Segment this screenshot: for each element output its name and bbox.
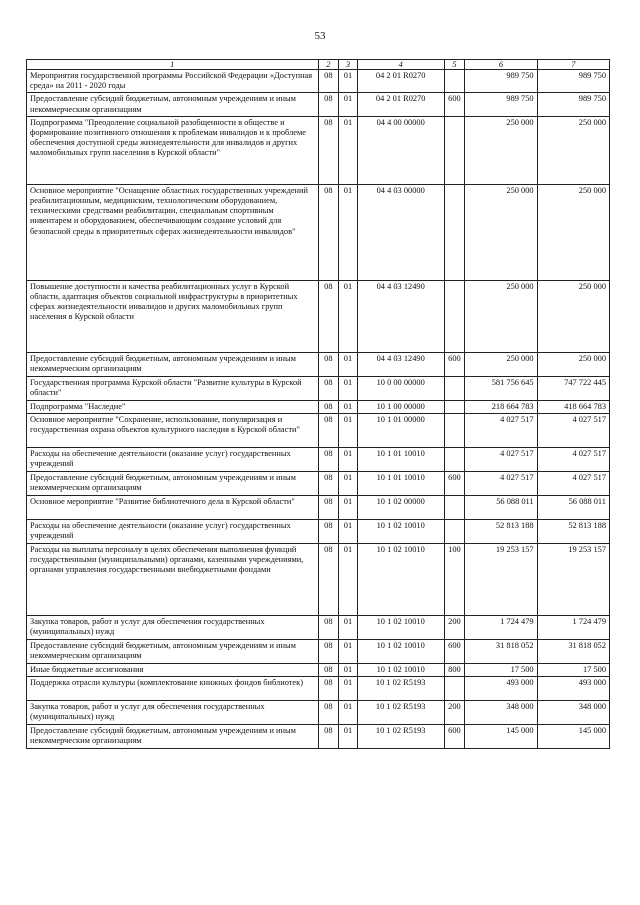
expense-type-code bbox=[444, 400, 465, 413]
item-name: Государственная программа Курской области "Развитие культуры в Курской области" bbox=[27, 376, 319, 400]
amount-year-1: 348 000 bbox=[465, 701, 537, 725]
subsection-code: 01 bbox=[339, 677, 358, 701]
target-article-code: 10 0 00 00000 bbox=[357, 376, 444, 400]
amount-year-2: 250 000 bbox=[537, 116, 609, 184]
item-name: Повышение доступности и качества реабилитационных услуг в Курской области, адаптация объектов социальной инфраструктуры в приоритетных сферах жизнедеятельности инвалидов и других маломобильных групп населения в Курской области bbox=[27, 280, 319, 352]
target-article-code: 10 1 01 00000 bbox=[357, 414, 444, 448]
column-number: 4 bbox=[357, 60, 444, 70]
target-article-code: 10 1 00 00000 bbox=[357, 400, 444, 413]
amount-year-1: 250 000 bbox=[465, 280, 537, 352]
expense-type-code: 100 bbox=[444, 544, 465, 616]
target-article-code: 04 4 00 00000 bbox=[357, 116, 444, 184]
target-article-code: 04 4 03 12490 bbox=[357, 280, 444, 352]
column-number: 3 bbox=[339, 60, 358, 70]
target-article-code: 10 1 02 R5193 bbox=[357, 725, 444, 749]
expense-type-code: 200 bbox=[444, 616, 465, 640]
table-row bbox=[27, 664, 610, 677]
amount-year-2: 56 088 011 bbox=[537, 496, 609, 520]
table-row bbox=[27, 640, 610, 664]
subsection-code: 01 bbox=[339, 472, 358, 496]
amount-year-1: 145 000 bbox=[465, 725, 537, 749]
item-name: Предоставление субсидий бюджетным, автономным учреждениям и иным некоммерческим организациям bbox=[27, 640, 319, 664]
expense-type-code: 600 bbox=[444, 472, 465, 496]
section-code: 08 bbox=[318, 664, 339, 677]
amount-year-1: 250 000 bbox=[465, 184, 537, 280]
table-row bbox=[27, 184, 610, 280]
expense-type-code: 200 bbox=[444, 701, 465, 725]
amount-year-2: 989 750 bbox=[537, 70, 609, 93]
subsection-code: 01 bbox=[339, 352, 358, 376]
target-article-code: 10 1 02 R5193 bbox=[357, 677, 444, 701]
amount-year-1: 4 027 517 bbox=[465, 448, 537, 472]
expense-type-code bbox=[444, 448, 465, 472]
amount-year-1: 218 664 783 bbox=[465, 400, 537, 413]
item-name: Основное мероприятие "Развитие библиотечного дела в Курской области" bbox=[27, 496, 319, 520]
section-code: 08 bbox=[318, 701, 339, 725]
section-code: 08 bbox=[318, 448, 339, 472]
target-article-code: 04 4 03 00000 bbox=[357, 184, 444, 280]
expense-type-code bbox=[444, 496, 465, 520]
subsection-code: 01 bbox=[339, 640, 358, 664]
target-article-code: 10 1 02 10010 bbox=[357, 640, 444, 664]
section-code: 08 bbox=[318, 520, 339, 544]
target-article-code: 04 2 01 R0270 bbox=[357, 70, 444, 93]
expense-type-code bbox=[444, 116, 465, 184]
item-name: Расходы на выплаты персоналу в целях обеспечения выполнения функций государственными (муниципальными) органами, казенными учреждениями, органами управления государственными внебюджетными фондами bbox=[27, 544, 319, 616]
amount-year-1: 989 750 bbox=[465, 70, 537, 93]
table-row bbox=[27, 414, 610, 448]
expense-type-code bbox=[444, 677, 465, 701]
table-row bbox=[27, 725, 610, 749]
subsection-code: 01 bbox=[339, 496, 358, 520]
section-code: 08 bbox=[318, 725, 339, 749]
subsection-code: 01 bbox=[339, 376, 358, 400]
item-name: Расходы на обеспечение деятельности (оказание услуг) государственных учреждений bbox=[27, 448, 319, 472]
expense-type-code: 600 bbox=[444, 640, 465, 664]
amount-year-1: 493 000 bbox=[465, 677, 537, 701]
amount-year-2: 250 000 bbox=[537, 352, 609, 376]
item-name: Предоставление субсидий бюджетным, автономным учреждениям и иным некоммерческим организациям bbox=[27, 352, 319, 376]
subsection-code: 01 bbox=[339, 448, 358, 472]
section-code: 08 bbox=[318, 640, 339, 664]
target-article-code: 10 1 02 10010 bbox=[357, 520, 444, 544]
subsection-code: 01 bbox=[339, 701, 358, 725]
amount-year-1: 989 750 bbox=[465, 93, 537, 116]
section-code: 08 bbox=[318, 184, 339, 280]
item-name: Основное мероприятие "Оснащение областных государственных учреждений реабилитационным, медицинским, технологическим оборудованием, техническими средствами реабилитации, специальным спортивным инвентарем и оборудованием, обеспечивающим создание условий для безопасной среды в приоритетных сферах жизнедеятельности инвалидов" bbox=[27, 184, 319, 280]
amount-year-2: 418 664 783 bbox=[537, 400, 609, 413]
column-number: 6 bbox=[465, 60, 537, 70]
amount-year-1: 250 000 bbox=[465, 116, 537, 184]
section-code: 08 bbox=[318, 677, 339, 701]
table-row bbox=[27, 520, 610, 544]
amount-year-2: 4 027 517 bbox=[537, 472, 609, 496]
section-code: 08 bbox=[318, 280, 339, 352]
section-code: 08 bbox=[318, 93, 339, 116]
expense-type-code bbox=[444, 280, 465, 352]
amount-year-2: 31 818 052 bbox=[537, 640, 609, 664]
table-row bbox=[27, 352, 610, 376]
table-row bbox=[27, 93, 610, 116]
amount-year-2: 4 027 517 bbox=[537, 448, 609, 472]
subsection-code: 01 bbox=[339, 414, 358, 448]
expense-type-code: 600 bbox=[444, 93, 465, 116]
subsection-code: 01 bbox=[339, 93, 358, 116]
amount-year-2: 52 813 188 bbox=[537, 520, 609, 544]
table-row bbox=[27, 472, 610, 496]
expense-type-code bbox=[444, 70, 465, 93]
expense-type-code: 600 bbox=[444, 352, 465, 376]
expense-type-code bbox=[444, 184, 465, 280]
item-name: Предоставление субсидий бюджетным, автономным учреждениям и иным некоммерческим организациям bbox=[27, 725, 319, 749]
table-row bbox=[27, 376, 610, 400]
item-name: Расходы на обеспечение деятельности (оказание услуг) государственных учреждений bbox=[27, 520, 319, 544]
target-article-code: 10 1 02 10010 bbox=[357, 616, 444, 640]
subsection-code: 01 bbox=[339, 116, 358, 184]
amount-year-1: 4 027 517 bbox=[465, 414, 537, 448]
target-article-code: 10 1 02 R5193 bbox=[357, 701, 444, 725]
amount-year-2: 493 000 bbox=[537, 677, 609, 701]
item-name: Поддержка отрасли культуры (комплектование книжных фондов библиотек) bbox=[27, 677, 319, 701]
amount-year-2: 1 724 479 bbox=[537, 616, 609, 640]
target-article-code: 10 1 02 10010 bbox=[357, 544, 444, 616]
amount-year-1: 581 756 645 bbox=[465, 376, 537, 400]
expense-type-code bbox=[444, 414, 465, 448]
table-row bbox=[27, 544, 610, 616]
table-row bbox=[27, 400, 610, 413]
target-article-code: 04 2 01 R0270 bbox=[357, 93, 444, 116]
target-article-code: 10 1 02 00000 bbox=[357, 496, 444, 520]
table-row bbox=[27, 496, 610, 520]
amount-year-1: 56 088 011 bbox=[465, 496, 537, 520]
expense-type-code: 600 bbox=[444, 725, 465, 749]
item-name: Предоставление субсидий бюджетным, автономным учреждениям и иным некоммерческим организациям bbox=[27, 472, 319, 496]
column-number: 2 bbox=[318, 60, 339, 70]
amount-year-2: 747 722 445 bbox=[537, 376, 609, 400]
table-row bbox=[27, 448, 610, 472]
subsection-code: 01 bbox=[339, 280, 358, 352]
amount-year-2: 348 000 bbox=[537, 701, 609, 725]
amount-year-2: 989 750 bbox=[537, 93, 609, 116]
subsection-code: 01 bbox=[339, 616, 358, 640]
amount-year-1: 19 253 157 bbox=[465, 544, 537, 616]
section-code: 08 bbox=[318, 472, 339, 496]
target-article-code: 04 4 03 12490 bbox=[357, 352, 444, 376]
subsection-code: 01 bbox=[339, 725, 358, 749]
column-number-row bbox=[27, 60, 610, 70]
amount-year-2: 250 000 bbox=[537, 184, 609, 280]
item-name: Предоставление субсидий бюджетным, автономным учреждениям и иным некоммерческим организациям bbox=[27, 93, 319, 116]
section-code: 08 bbox=[318, 116, 339, 184]
column-number: 7 bbox=[537, 60, 609, 70]
amount-year-2: 4 027 517 bbox=[537, 414, 609, 448]
amount-year-1: 31 818 052 bbox=[465, 640, 537, 664]
section-code: 08 bbox=[318, 496, 339, 520]
table-row bbox=[27, 70, 610, 93]
table-row bbox=[27, 116, 610, 184]
expense-type-code bbox=[444, 520, 465, 544]
section-code: 08 bbox=[318, 376, 339, 400]
item-name: Подпрограмма "Наследие" bbox=[27, 400, 319, 413]
section-code: 08 bbox=[318, 414, 339, 448]
table-row bbox=[27, 701, 610, 725]
target-article-code: 10 1 01 10010 bbox=[357, 448, 444, 472]
table-row bbox=[27, 616, 610, 640]
amount-year-2: 19 253 157 bbox=[537, 544, 609, 616]
amount-year-1: 52 813 188 bbox=[465, 520, 537, 544]
subsection-code: 01 bbox=[339, 400, 358, 413]
item-name: Мероприятия государственной программы Российской Федерации «Доступная среда» на 2011 - 2020 годы bbox=[27, 70, 319, 93]
item-name: Основное мероприятие "Сохранение, использование, популяризация и государственная охрана объектов культурного наследия в Курской области" bbox=[27, 414, 319, 448]
subsection-code: 01 bbox=[339, 664, 358, 677]
target-article-code: 10 1 02 10010 bbox=[357, 664, 444, 677]
amount-year-2: 250 000 bbox=[537, 280, 609, 352]
item-name: Подпрограмма "Преодоление социальной разобщенности в обществе и формирование позитивного отношения к проблемам инвалидов и к проблеме обеспечения доступной среды жизнедеятельности для инвалидов и других маломобильных групп населения в Курской области" bbox=[27, 116, 319, 184]
table-row bbox=[27, 280, 610, 352]
section-code: 08 bbox=[318, 616, 339, 640]
item-name: Закупка товаров, работ и услуг для обеспечения государственных (муниципальных) нужд bbox=[27, 701, 319, 725]
table-row bbox=[27, 677, 610, 701]
expense-type-code bbox=[444, 376, 465, 400]
target-article-code: 10 1 01 10010 bbox=[357, 472, 444, 496]
amount-year-1: 4 027 517 bbox=[465, 472, 537, 496]
section-code: 08 bbox=[318, 352, 339, 376]
subsection-code: 01 bbox=[339, 520, 358, 544]
subsection-code: 01 bbox=[339, 544, 358, 616]
subsection-code: 01 bbox=[339, 184, 358, 280]
section-code: 08 bbox=[318, 544, 339, 616]
subsection-code: 01 bbox=[339, 70, 358, 93]
amount-year-2: 17 500 bbox=[537, 664, 609, 677]
column-number: 5 bbox=[444, 60, 465, 70]
section-code: 08 bbox=[318, 70, 339, 93]
amount-year-1: 1 724 479 bbox=[465, 616, 537, 640]
item-name: Закупка товаров, работ и услуг для обеспечения государственных (муниципальных) нужд bbox=[27, 616, 319, 640]
section-code: 08 bbox=[318, 400, 339, 413]
item-name: Иные бюджетные ассигнования bbox=[27, 664, 319, 677]
expense-type-code: 800 bbox=[444, 664, 465, 677]
amount-year-1: 17 500 bbox=[465, 664, 537, 677]
amount-year-2: 145 000 bbox=[537, 725, 609, 749]
page-number: 53 bbox=[314, 30, 326, 42]
budget-table bbox=[26, 59, 610, 749]
column-number: 1 bbox=[27, 60, 319, 70]
amount-year-1: 250 000 bbox=[465, 352, 537, 376]
